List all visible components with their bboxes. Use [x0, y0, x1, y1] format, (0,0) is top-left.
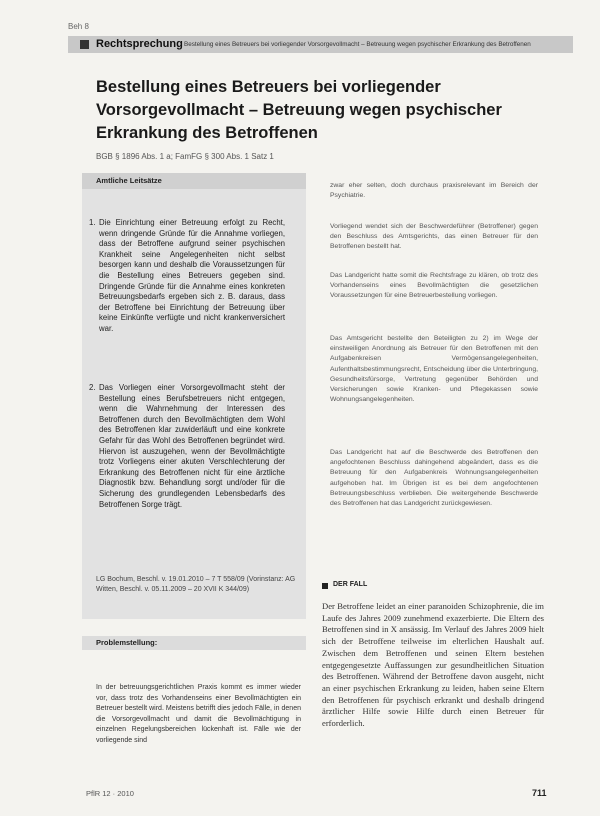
right-paragraph: Das Amtsgericht bestellte den Beteiligten zu 2) im Wege der einstweiligen Anordnung als Betreuer für den Betroffenen mit den Aufgabenkreisen Vermögensangelegenheiten, Aufenthaltsbestimmungsrecht, Entscheidung über die Unterbringung, Gesundheitsfürsorge, Vertretung gegenüber Behörden und Versicherungen sowie Kranken- und Pflegekassen sowie Wohnungsangelegenheiten. — [330, 335, 538, 404]
fall-heading: DER FALL — [333, 581, 368, 588]
right-paragraph: Vorliegend wendet sich der Beschwerdeführer (Betroffener) gegen den Beschluss des Amtsgerichts, das einen Betreuer für den Betroffenen bestellt hat. — [330, 223, 538, 251]
lead-item-number: 2. — [89, 383, 96, 392]
lead-item-number: 1. — [89, 218, 96, 227]
right-paragraph: Das Landgericht hatte somit die Rechtsfrage zu klären, ob trotz des Vorhandenseins eines Bevollmächtigten die gesetzlichen Voraussetzungen für eine Betreuerbestellung vorliegen. — [330, 272, 538, 300]
rubric-title: Rechtsprechung — [96, 38, 183, 50]
problem-text: In der betreuungsgerichtlichen Praxis kommt es immer wieder vor, dass trotz des Vorhandenseins einer Bevollmächtigten ein Betreuer bestellt wird. Meistens betrifft dies jedoch Fälle, in denen die Vorsorgevollmacht und damit die Bevollmächtigung in einzelnen Regelungsbereichen lückenhaft ist. Fälle wie der vorliegende sind — [96, 684, 301, 744]
lead-box-heading: Amtliche Leitsätze — [96, 176, 162, 185]
lead-item — [89, 218, 285, 335]
right-paragraph: Das Landgericht hat auf die Beschwerde des Betroffenen den angefochtenen Beschluss dahingehend abgeändert, dass es die Betreuung für den Aufgabenkreis Wohnungsangelegenheiten aufgehoben hat. Im Übrigen ist es bei dem angefochtenen Betreuungsbeschluss verblieben. Die weitergehende Beschwerde des Betroffenen hat das Landgericht zurückgewiesen. — [330, 449, 538, 508]
rubric-subtitle: Bestellung eines Betreuers bei vorliegender Vorsorgevollmacht – Betreuung wegen psychischer Erkrankung des Betroffenen — [184, 41, 531, 48]
lead-item-text: Die Einrichtung einer Betreuung erfolgt zu Recht, wenn dringende Gründe für die Annahme vorliegen, dass der Betroffene aufgrund seiner psychischen Krankheit seine Angelegenheiten nicht selbst besorgen kann und deshalb die Voraussetzungen für die Bestellung eines Betreuers gegeben sind. Dringende Gründe für die Annahme eines konkreten Betreuungsbedarfs ergeben sich z. B. daraus, dass der Betroffene bei Einrichtung der Betreuung über keine Einkünfte verfügte und nicht krankenversichert war. — [99, 218, 285, 333]
fall-text: Der Betroffene leidet an einer paranoiden Schizophrenie, die im Laufe des Jahres 2009 zunehmend exazerbierte. Die Eltern des Betroffenen sind in X ansässig. Im Verlauf des Jahres 2009 hielt sich der Betroffene teilweise im elterlichen Haushalt auf. Zwischen dem Betroffenen und seinen Eltern bestehen entgegengesetzte Auffassungen zur gesundheitlichen Situation des Betroffenen. Während der Betroffene davon ausgeht, nicht an einer psychischen Erkrankung zu leiden, haben seine Eltern den Betroffenen für psychisch erkrankt und deshalb dringend ärztlicher Hilfe sowie Hilfe durch einen Betreuer für erforderlich. — [322, 601, 544, 729]
rubric-marker-icon — [80, 40, 89, 49]
right-paragraph: zwar eher selten, doch durchaus praxisrelevant im Bereich der Psychiatrie. — [330, 182, 538, 200]
lead-item — [89, 383, 285, 510]
legal-citation: BGB § 1896 Abs. 1 a; FamFG § 300 Abs. 1 Satz 1 — [96, 152, 274, 161]
page-number: 711 — [532, 788, 547, 798]
lead-item-text: Das Vorliegen einer Vorsorgevollmacht steht der Bestellung eines Berufsbetreuers nicht entgegen, wenn die Wahrnehmung der Interessen des Betroffenen durch den Bevollmächtigten dem Wohl des Betroffenen klar zuwiderläuft und eine konkrete Gefahr für das Wohl des Betroffenen begründet wird. Hiervon ist auszugehen, wenn der Bevollmächtigte trotz Vorliegens einer akuten Verschlechterung der Erkrankung des Betroffenen nicht für eine ärztliche Diagnostik bzw. Behandlung sorgt und/oder für die Sicherung des grundlegenden Lebensbedarfs des Betroffenen Sorge trägt. — [99, 383, 285, 509]
section-label: Beh 8 — [68, 22, 89, 31]
footer-journal: PflR 12 · 2010 — [86, 789, 134, 798]
problem-heading: Problemstellung: — [96, 638, 158, 647]
court-citation: LG Bochum, Beschl. v. 19.01.2010 – 7 T 558/09 (Vorinstanz: AG Witten, Beschl. v. 05.11.2009 – 20 XVII K 344/09) — [96, 576, 296, 593]
section-marker-icon — [322, 583, 328, 589]
page-title: Bestellung eines Betreuers bei vorliegender Vorsorgevollmacht – Betreuung wegen psychischer Erkrankung des Betroffenen — [96, 78, 502, 142]
